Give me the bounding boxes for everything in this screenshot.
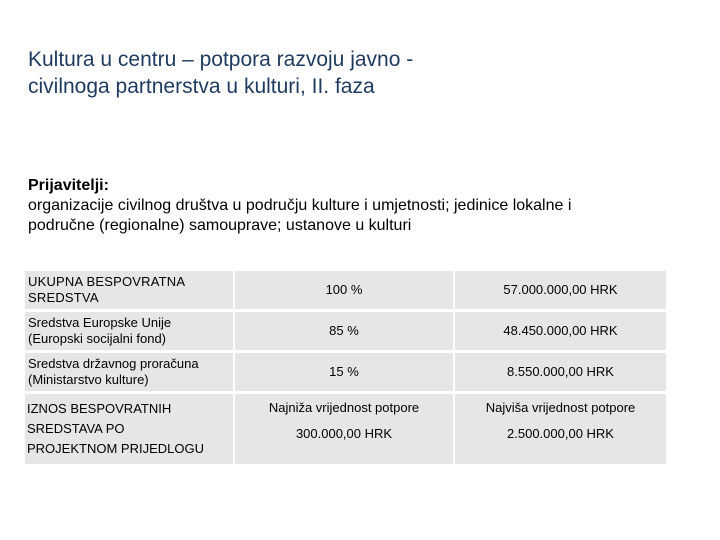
max-grant-value: 2.500.000,00 HRK — [507, 426, 614, 441]
eu-funds-percent: 85 % — [235, 312, 453, 350]
applicants-text-line-2: područne (regionalne) samouprave; ustanove u kulturi — [28, 217, 412, 234]
grant-amount-label-line-1: IZNOS BESPOVRATNIH — [27, 401, 172, 416]
state-funds-amount: 8.550.000,00 HRK — [455, 353, 666, 391]
total-funds-label — [25, 271, 233, 309]
funding-table — [25, 271, 666, 464]
total-funds-label-line-1: UKUPNA BESPOVRATNA — [28, 274, 186, 289]
max-grant-cell — [455, 394, 666, 464]
min-grant-value: 300.000,00 HRK — [295, 426, 393, 441]
slide-title — [28, 46, 698, 100]
grant-amount-label — [25, 394, 233, 464]
eu-funds-amount: 48.450.000,00 HRK — [455, 312, 666, 350]
grant-amount-label-line-2: SREDSTAVA PO — [27, 421, 125, 436]
total-funds-amount: 57.000.000,00 HRK — [455, 271, 666, 309]
total-funds-percent: 100 % — [235, 271, 453, 309]
total-funds-label-line-2: SREDSTVA — [28, 290, 99, 305]
state-funds-label-line-2: (Ministarstvo kulture) — [28, 372, 149, 387]
slide-title-line-1: Kultura u centru – potpora razvoju javno - — [28, 48, 414, 71]
eu-funds-label — [25, 312, 233, 350]
eu-funds-label-line-2: (Europski socijalni fond) — [28, 331, 167, 346]
state-funds-percent: 15 % — [235, 353, 453, 391]
state-funds-label — [25, 353, 233, 391]
applicants-text-line-1: organizacije civilnog društva u području kulture i umjetnosti; jedinice lokalne i — [28, 197, 572, 214]
grant-amount-label-line-3: PROJEKTNOM PRIJEDLOGU — [27, 441, 204, 456]
state-funds-label-line-1: Sredstva državnog proračuna — [28, 356, 199, 371]
applicants-label: Prijavitelji: — [28, 177, 109, 194]
eu-funds-label-line-1: Sredstva Europske Unije — [28, 315, 172, 330]
slide-title-line-2: civilnoga partnerstva u kulturi, II. faza — [28, 75, 375, 98]
min-grant-header: Najniža vrijednost potpore — [268, 400, 420, 415]
min-grant-cell — [235, 394, 453, 464]
applicants-block — [28, 176, 688, 236]
max-grant-header: Najviša vrijednost potpore — [485, 400, 636, 415]
